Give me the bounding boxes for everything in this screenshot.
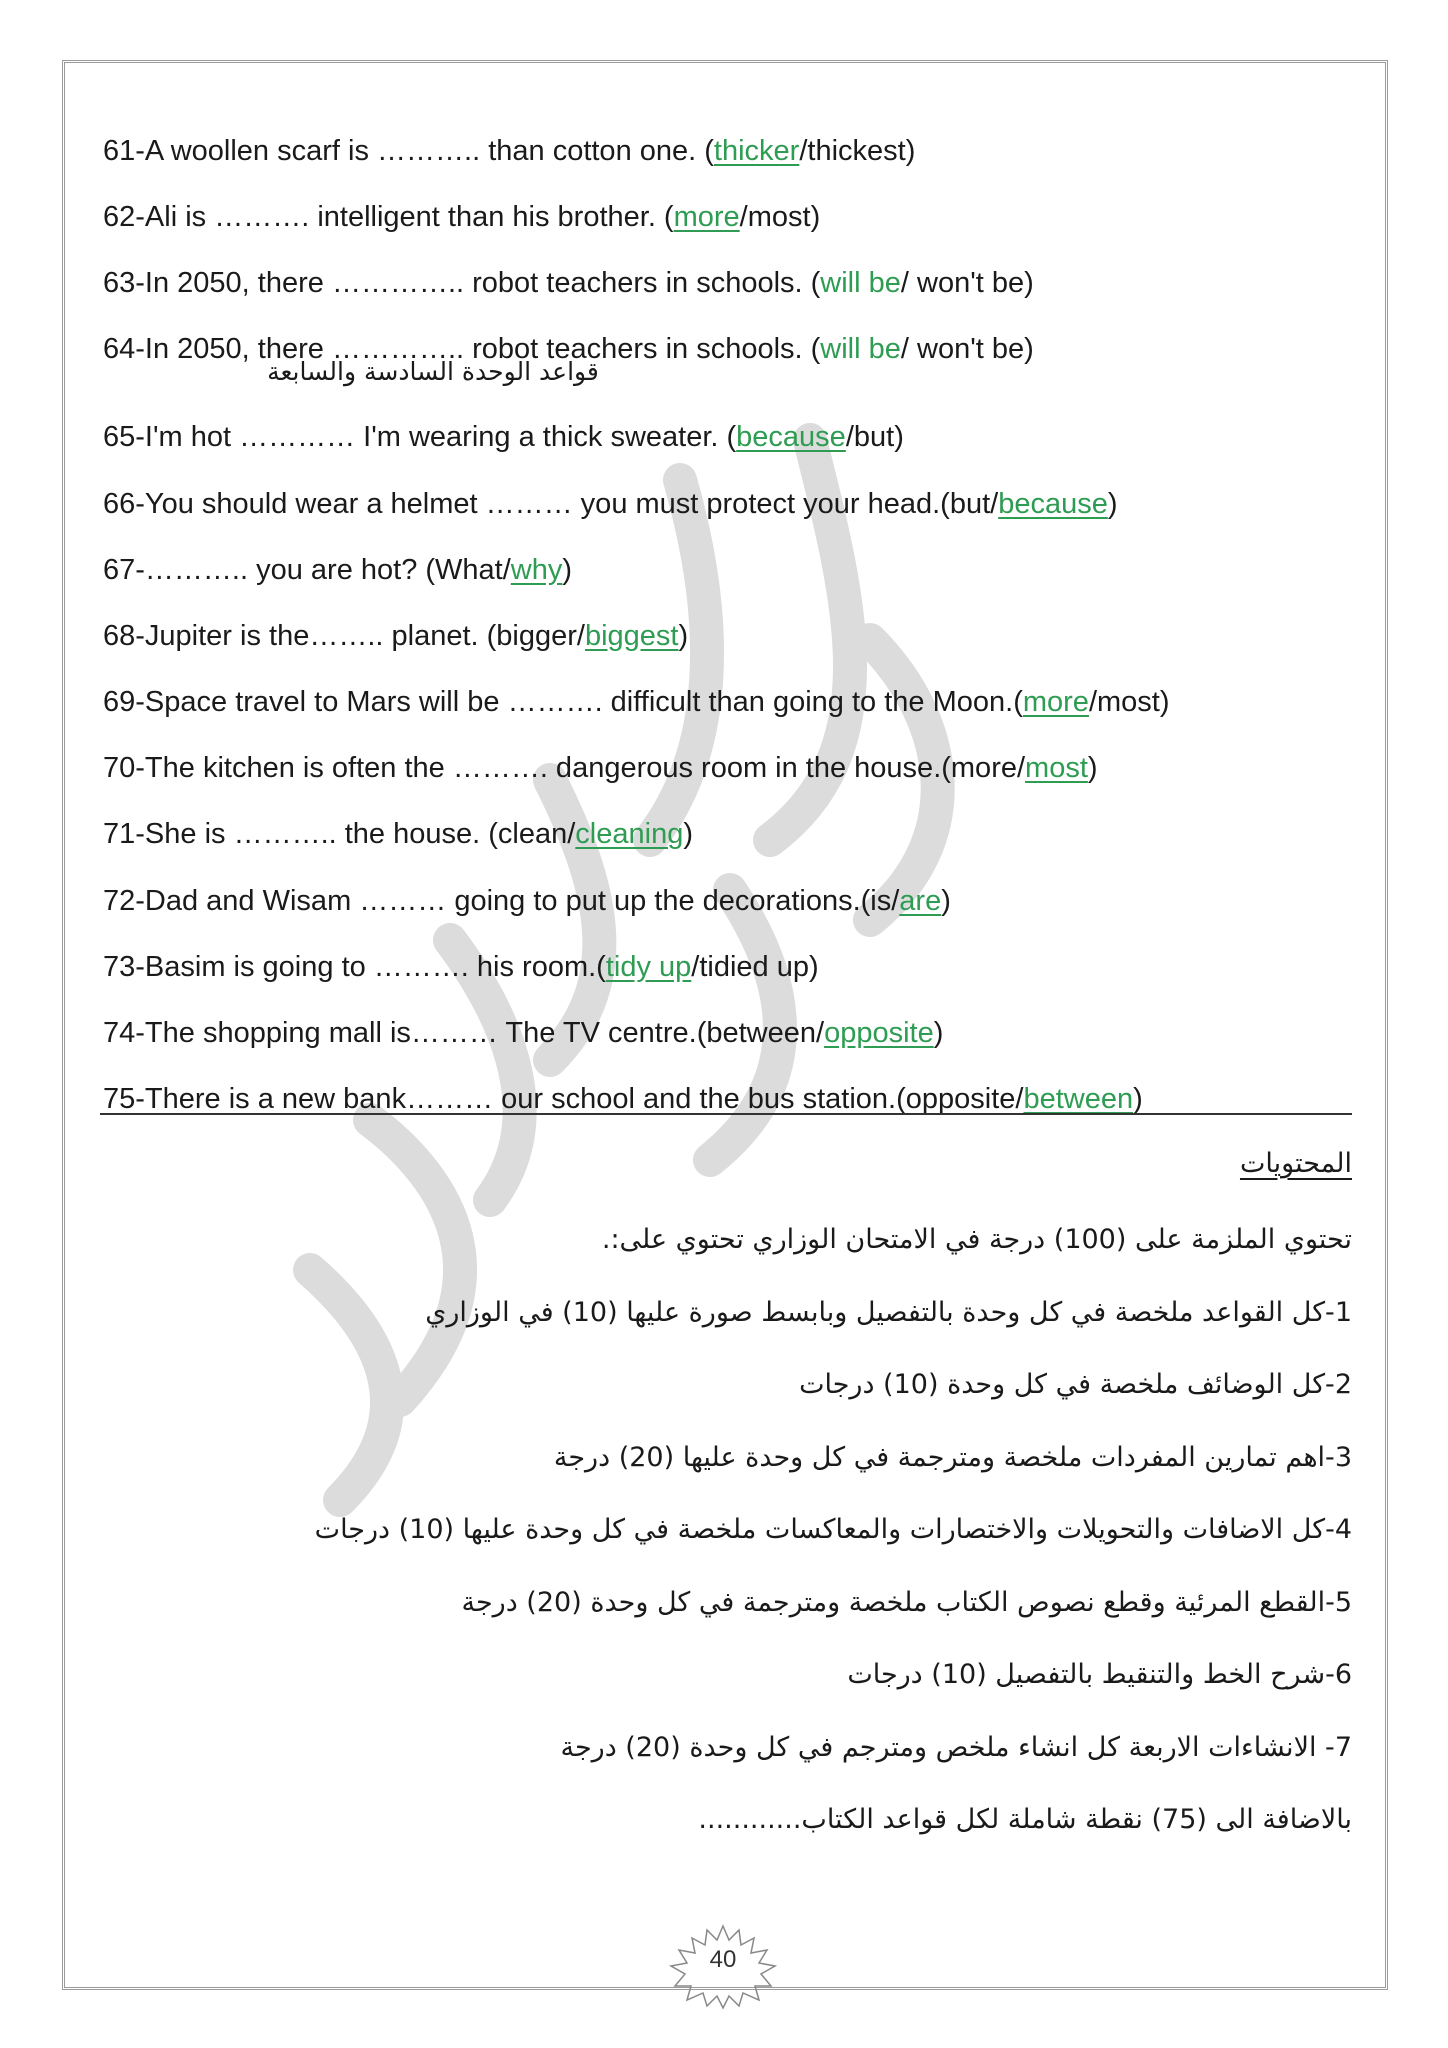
question-options: ) xyxy=(1087,752,1098,785)
answer-highlight: opposite xyxy=(824,1017,934,1050)
question-options: ) xyxy=(678,619,689,652)
question-number: 73- xyxy=(103,950,145,983)
answer-highlight: because xyxy=(998,487,1108,520)
questions-list xyxy=(103,118,1353,1133)
unit-heading: قواعد الوحدة السادسة والسابعة xyxy=(267,356,599,386)
question-number: 75- xyxy=(103,1083,145,1116)
contents-item: 2-كل الوضائف ملخصة في كل وحدة (10) درجات xyxy=(799,1369,1352,1400)
question-number: 68- xyxy=(103,619,145,652)
question-options: ) xyxy=(1133,1083,1143,1116)
question-66 xyxy=(103,471,1353,537)
question-text: You should wear a helmet ……… you must protect your head.(but/ xyxy=(144,487,999,520)
question-text: Space travel to Mars will be ………. difficult than going to the Moon.( xyxy=(144,686,1023,719)
question-71 xyxy=(103,802,1353,868)
contents-item: 6-شرح الخط والتنقيط بالتفصيل (10) درجات xyxy=(847,1659,1352,1690)
question-67 xyxy=(103,537,1353,603)
answer-highlight: more xyxy=(1022,686,1089,719)
answer-highlight: because xyxy=(736,421,846,454)
question-text: She is ……….. the house. (clean/ xyxy=(144,818,576,851)
question-number: 69- xyxy=(103,686,145,719)
contents-item: 4-كل الاضافات والتحويلات والاختصارات والمعاكسات ملخصة في كل وحدة عليها (10) درجات xyxy=(314,1514,1352,1545)
question-75 xyxy=(103,1067,1353,1133)
question-text: Ali is ………. intelligent than his brother. ( xyxy=(144,200,674,233)
question-62 xyxy=(103,184,1353,250)
question-text: The shopping mall is……… The TV centre.(between/ xyxy=(144,1017,825,1050)
question-text: ……….. you are hot? (What/ xyxy=(144,553,511,586)
question-number: 74- xyxy=(103,1017,145,1050)
question-text: There is a new bank……… our school and the bus station.(opposite/ xyxy=(144,1083,1024,1116)
question-number: 65- xyxy=(103,421,145,454)
contents-intro: تحتوي الملزمة على (100) درجة في الامتحان الوزاري تحتوي على:. xyxy=(601,1224,1352,1255)
question-options: / won't be) xyxy=(900,266,1034,299)
answer-highlight: will be xyxy=(820,333,901,366)
question-options: /but) xyxy=(845,421,904,454)
question-68 xyxy=(103,603,1353,669)
question-options: ) xyxy=(941,884,951,917)
answer-highlight: most xyxy=(1025,752,1088,785)
answer-highlight: cleaning xyxy=(575,818,684,851)
question-number: 72- xyxy=(103,884,145,917)
question-options: / won't be) xyxy=(900,333,1034,366)
page-number-badge xyxy=(663,1920,783,2010)
question-70 xyxy=(103,736,1353,802)
question-number: 66- xyxy=(103,487,145,520)
question-options: /most) xyxy=(1088,686,1170,719)
contents-item: 7- الانشاءات الاربعة كل انشاء ملخص ومترجم في كل وحدة (20) درجة xyxy=(560,1731,1352,1763)
question-options: /thickest) xyxy=(799,134,916,167)
question-number: 61- xyxy=(103,134,145,167)
question-65 xyxy=(103,405,1353,471)
question-63 xyxy=(103,250,1353,316)
answer-highlight: why xyxy=(510,553,563,586)
answer-highlight: will be xyxy=(820,266,901,299)
question-74 xyxy=(103,1000,1353,1066)
answer-highlight: thicker xyxy=(713,134,800,167)
contents-item: 5-القطع المرئية وقطع نصوص الكتاب ملخصة ومترجمة في كل وحدة (20) درجة xyxy=(461,1586,1352,1618)
question-text: In 2050, there ………….. robot teachers in schools. ( xyxy=(144,333,821,366)
question-72 xyxy=(103,868,1353,934)
contents-item: 1-كل القواعد ملخصة في كل وحدة بالتفصيل وبابسط صورة عليها (10) في الوزاري xyxy=(425,1296,1352,1328)
contents-section xyxy=(152,1138,1352,1857)
question-number: 64- xyxy=(103,333,145,366)
answer-highlight: biggest xyxy=(584,619,679,652)
answer-highlight: tidy up xyxy=(605,950,692,983)
question-text: Jupiter is the…….. planet. (bigger/ xyxy=(144,619,585,652)
answer-highlight: between xyxy=(1023,1083,1134,1116)
page-number: 40 xyxy=(709,1946,737,1973)
question-options: /tidied up) xyxy=(691,950,819,983)
question-text: A woollen scarf is ……….. than cotton one. ( xyxy=(144,134,714,167)
question-number: 70- xyxy=(103,752,145,785)
question-options: ) xyxy=(1107,487,1118,520)
question-text: In 2050, there ………….. robot teachers in schools. ( xyxy=(144,266,821,299)
question-text: The kitchen is often the ………. dangerous room in the house.(more/ xyxy=(144,752,1026,785)
question-number: 71- xyxy=(103,818,145,851)
question-73 xyxy=(103,934,1353,1000)
answer-highlight: more xyxy=(673,200,740,233)
contents-item: 3-اهم تمارين المفردات ملخصة ومترجمة في كل وحدة عليها (20) درجة xyxy=(553,1441,1352,1473)
question-options: ) xyxy=(933,1017,944,1050)
contents-footer: بالاضافة الى (75) نقطة شاملة لكل قواعد الكتاب............ xyxy=(698,1804,1352,1835)
question-options: /most) xyxy=(739,200,821,233)
question-61 xyxy=(103,118,1353,184)
section-divider xyxy=(100,1113,1352,1115)
question-text: Dad and Wisam ……… going to put up the decorations.(is/ xyxy=(144,884,900,917)
question-69 xyxy=(103,670,1353,736)
question-text: Basim is going to ………. his room.( xyxy=(144,950,606,983)
question-number: 62- xyxy=(103,200,145,233)
question-options: ) xyxy=(683,818,693,851)
contents-title: المحتويات xyxy=(1239,1148,1352,1179)
question-number: 67- xyxy=(103,553,145,586)
question-options: ) xyxy=(562,553,573,586)
question-text: I'm hot ………… I'm wearing a thick sweater. ( xyxy=(144,421,737,454)
question-number: 63- xyxy=(103,266,145,299)
answer-highlight: are xyxy=(899,884,942,917)
